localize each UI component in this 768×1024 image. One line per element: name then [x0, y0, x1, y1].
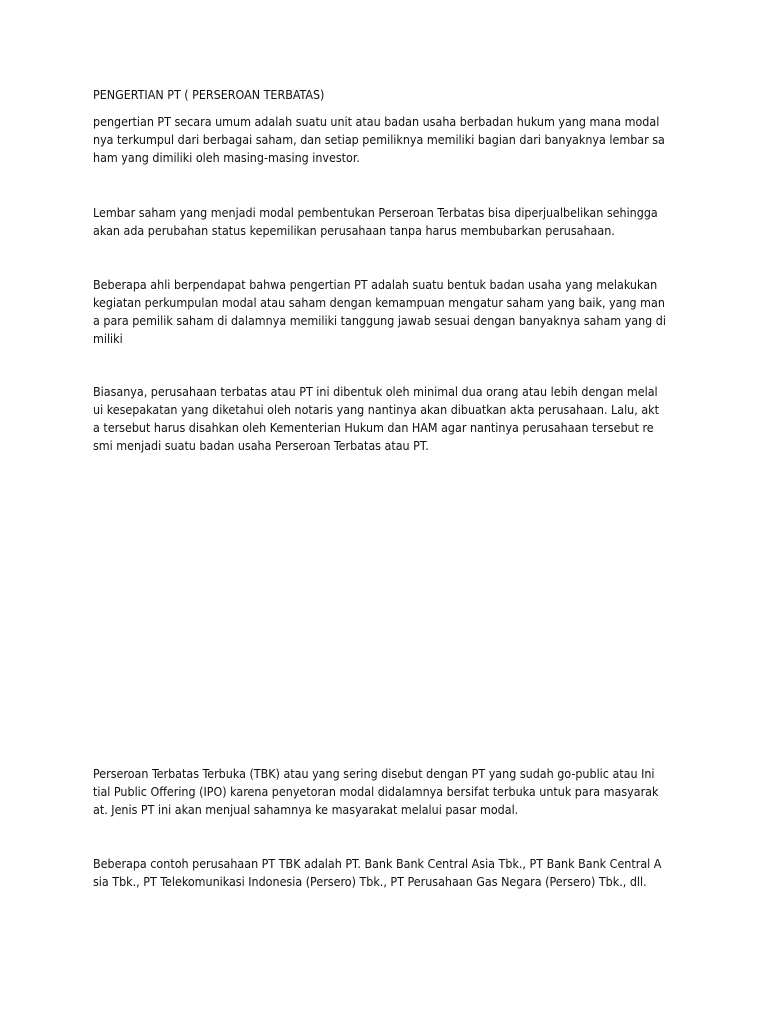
paragraph-line: pengertian PT secara umum adalah suatu unit atau badan usaha berbadan hukum yang mana modal — [93, 114, 660, 129]
paragraph-contoh-pt-tbk — [93, 855, 679, 891]
paragraph-line: smi menjadi suatu badan usaha Perseroan Terbatas atau PT. — [93, 438, 429, 453]
paragraph-pt-terbuka — [93, 765, 679, 819]
paragraph-line: Lembar saham yang menjadi modal pembentukan Perseroan Terbatas bisa diperjualbelikan sehingga — [93, 205, 658, 220]
document-heading: PENGERTIAN PT ( PERSEROAN TERBATAS) — [93, 87, 325, 102]
paragraph-lembar-saham — [93, 204, 679, 240]
paragraph-line: Beberapa ahli berpendapat bahwa pengertian PT adalah suatu bentuk badan usaha yang melakukan — [93, 277, 658, 292]
paragraph-line: a para pemilik saham di dalamnya memiliki tanggung jawab sesuai dengan banyaknya saham yang di — [93, 313, 666, 328]
paragraph-pendapat-ahli — [93, 276, 679, 348]
paragraph-line: tial Public Offering (IPO) karena penyetoran modal didalamnya bersifat terbuka untuk para masyarak — [93, 784, 659, 799]
paragraph-line: sia Tbk., PT Telekomunikasi Indonesia (Persero) Tbk., PT Perusahaan Gas Negara (Persero) Tbk., dll. — [93, 874, 647, 889]
paragraph-line: Beberapa contoh perusahaan PT TBK adalah PT. Bank Bank Central Asia Tbk., PT Bank Bank Central A — [93, 856, 662, 871]
paragraph-pembentukan-pt — [93, 383, 679, 455]
paragraph-pengertian-pt — [93, 113, 679, 167]
paragraph-line: ham yang dimiliki oleh masing-masing investor. — [93, 150, 360, 165]
paragraph-line: miliki — [93, 331, 123, 346]
paragraph-line: kegiatan perkumpulan modal atau saham dengan kemampuan mengatur saham yang baik, yang man — [93, 295, 665, 310]
paragraph-line: ui kesepakatan yang diketahui oleh notaris yang nantinya akan dibuatkan akta perusahaan. Lalu, akt — [93, 402, 659, 417]
paragraph-line: at. Jenis PT ini akan menjual sahamnya ke masyarakat melalui pasar modal. — [93, 802, 519, 817]
paragraph-line: Biasanya, perusahaan terbatas atau PT ini dibentuk oleh minimal dua orang atau lebih dengan melal — [93, 384, 658, 399]
paragraph-line: Perseroan Terbatas Terbuka (TBK) atau yang sering disebut dengan PT yang sudah go-public atau Ini — [93, 766, 655, 781]
paragraph-line: a tersebut harus disahkan oleh Kementerian Hukum dan HAM agar nantinya perusahaan tersebut re — [93, 420, 654, 435]
paragraph-line: nya terkumpul dari berbagai saham, dan setiap pemiliknya memiliki bagian dari banyaknya lembar sa — [93, 132, 665, 147]
paragraph-line: akan ada perubahan status kepemilikan perusahaan tanpa harus membubarkan perusahaan. — [93, 223, 615, 238]
